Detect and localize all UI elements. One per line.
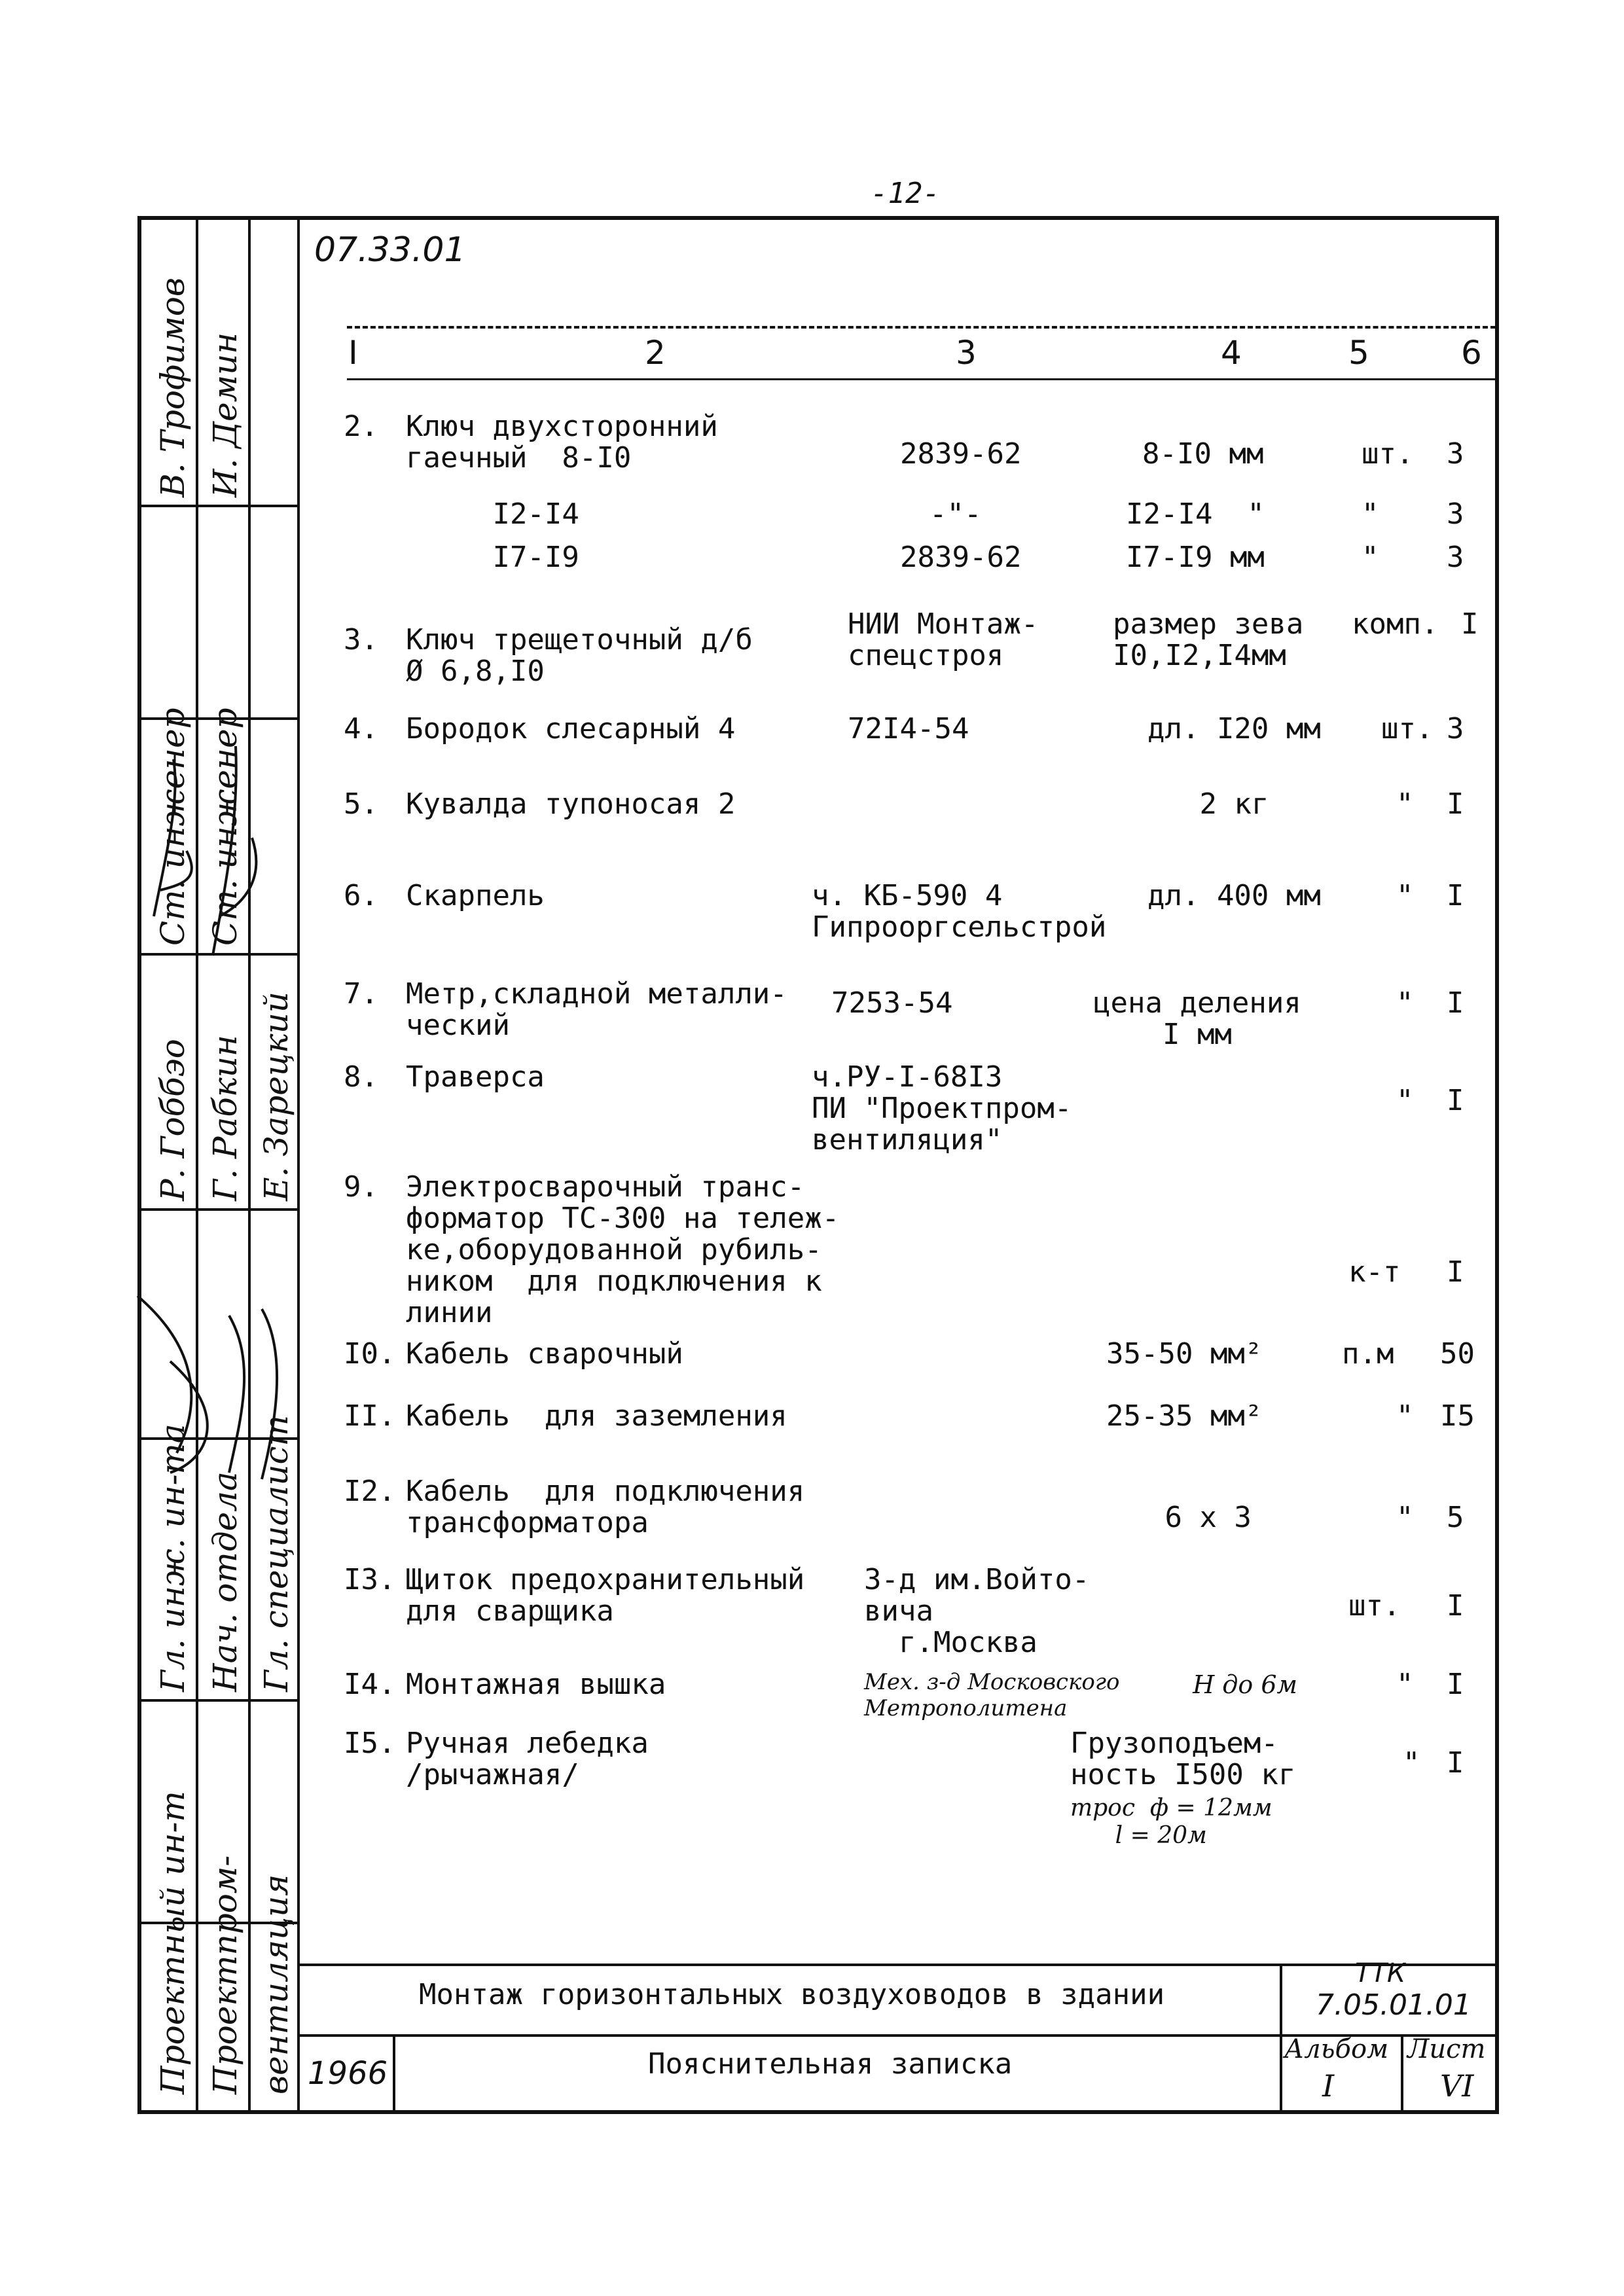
signature-1	[141, 720, 298, 995]
stamp-role-3: Гл. инж. ин-та	[154, 1424, 192, 1692]
column-number-2: 2	[645, 334, 666, 372]
stamp-name-2: И. Демин	[206, 332, 244, 497]
document-title: Монтаж горизонтальных воздуховодов в здании	[419, 1978, 1165, 2011]
sheet-value: VI	[1440, 2068, 1474, 2104]
title-block-divider	[1280, 1964, 1282, 2111]
title-block-divider	[393, 2034, 395, 2111]
column-number-underline	[347, 378, 1496, 380]
album-value: I	[1322, 2068, 1335, 2104]
ttk-code: 7.05.01.01	[1316, 1988, 1471, 2022]
title-block-divider	[1401, 2034, 1403, 2111]
stamp-role-5: Гл. специалист	[257, 1415, 295, 1692]
stamp-org-1: Проектный ин-т	[154, 1791, 192, 2094]
stamp-name-1: В. Трофимов	[154, 278, 192, 497]
stamp-name-5: Е. Зарецкий	[257, 992, 295, 1201]
stamp-divider-1	[196, 220, 198, 2110]
stamp-role-1: Ст. инженер	[154, 708, 192, 946]
stamp-org-3: вентиляция	[257, 1874, 295, 2094]
stamp-role-4: Нач. отдела	[206, 1471, 244, 1692]
page-frame	[137, 216, 1499, 2114]
column-number-3: 3	[956, 334, 977, 372]
signature-2	[131, 1283, 301, 1492]
document-code: 07.33.01	[314, 230, 466, 270]
document-subtitle: Пояснительная записка	[648, 2047, 1013, 2081]
column-number-5: 5	[1348, 334, 1369, 372]
stamp-divider-3	[297, 220, 300, 2110]
winch-cable-note: трос ф = 12мм l = 20м	[1070, 1795, 1272, 1849]
ttk-label: ТТК	[1355, 1958, 1406, 1988]
column-number-6: 6	[1461, 334, 1482, 372]
column-number-4: 4	[1221, 334, 1242, 372]
album-label: Альбом	[1284, 2034, 1389, 2064]
document-year: 1966	[308, 2055, 388, 2092]
page-number: -12-	[871, 177, 940, 210]
stamp-org-2: Проектпром-	[206, 1855, 244, 2094]
stamp-name-4: Г. Рабкин	[206, 1035, 244, 1201]
header-dashed-line	[347, 326, 1496, 329]
column-number-1: I	[348, 334, 358, 372]
sheet-label: Лист	[1407, 2034, 1486, 2064]
stamp-divider-2	[248, 220, 251, 2110]
stamp-role-2: Ст. инженер	[206, 708, 244, 946]
stamp-name-3: Р. Гоббэо	[154, 1039, 192, 1201]
title-block-top-line	[298, 1964, 1499, 1966]
